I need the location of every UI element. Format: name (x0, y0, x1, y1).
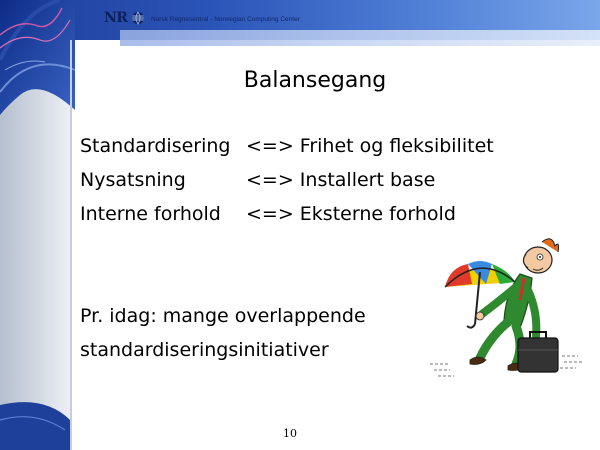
header-strip (120, 30, 600, 46)
left-decoration (0, 0, 75, 450)
note-line-1: Pr. idag: mange overlappende (80, 305, 366, 327)
row-right-term: <=> Frihet og fleksibilitet (246, 135, 494, 157)
man-with-umbrella-and-briefcase-clipart (420, 232, 590, 392)
row-right-term: <=> Installert base (246, 169, 436, 191)
row-right-term: <=> Eksterne forhold (246, 203, 456, 225)
globe-icon (131, 11, 145, 25)
page-number: 10 (283, 427, 297, 440)
row-left-term: Nysatsning (80, 169, 186, 191)
logo-text: NR (104, 10, 128, 26)
header-subtitle: Norsk Regnesentral - Norwegian Computing Center (151, 16, 300, 23)
slide-title: Balansegang (243, 68, 387, 93)
nr-logo (104, 10, 145, 26)
row-left-term: Standardisering (80, 135, 231, 157)
row-left-term: Interne forhold (80, 203, 221, 225)
note-line-2: standardiseringsinitiativer (80, 339, 329, 361)
